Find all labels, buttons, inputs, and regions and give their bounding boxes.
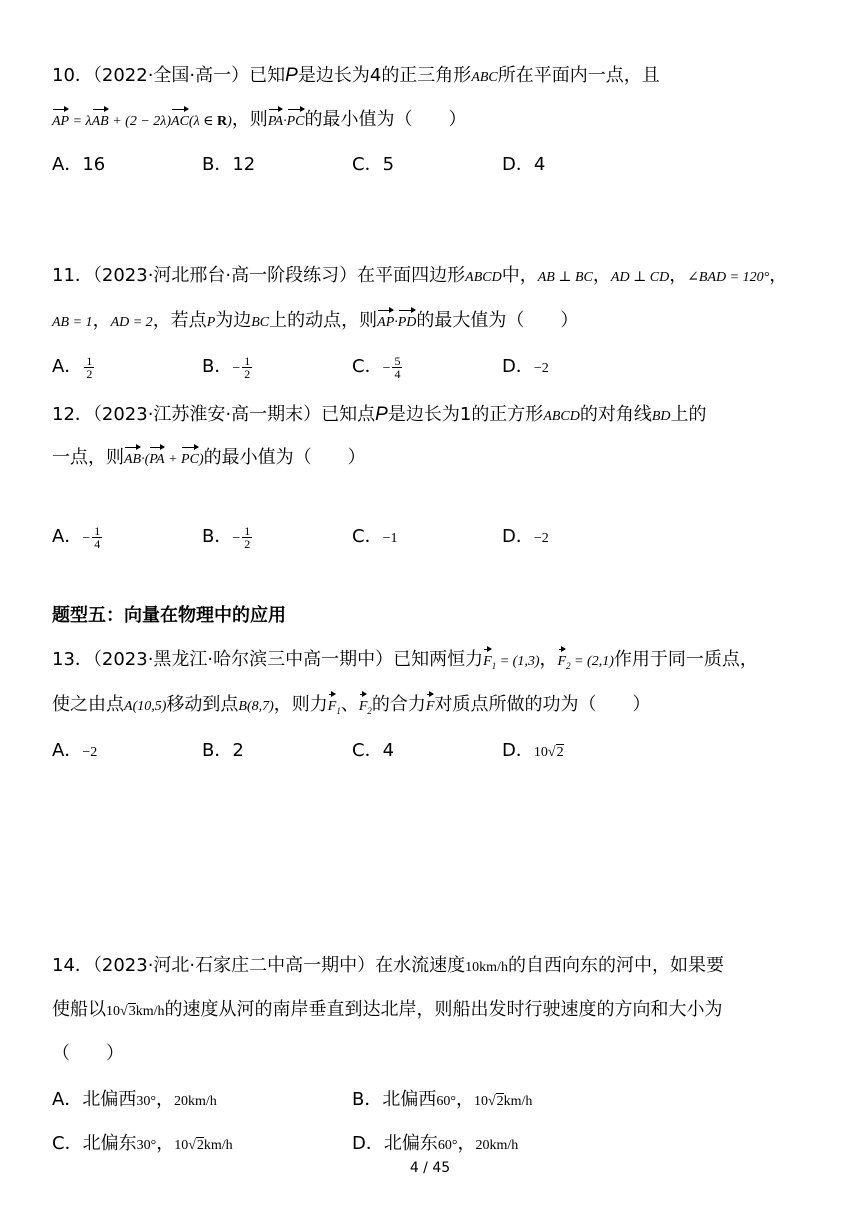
q10-text: 所在平面内一点，且 xyxy=(497,65,660,86)
q14-text: 的自西向东的河中，如果要 xyxy=(507,955,724,976)
q11-number: 11． xyxy=(52,265,93,286)
q11-text: ，若点 xyxy=(152,310,207,331)
q11-lengths: AB = 1 xyxy=(52,315,93,330)
q12-text: 的对角线 xyxy=(579,404,652,425)
q12-option-d[interactable]: D．−2 xyxy=(502,526,549,547)
q12-text: 是边长为 xyxy=(387,404,460,425)
q11-line2: AB = 1，AD = 2，若点P为边BC上的动点，则AP·PD的最大值为（ ） xyxy=(52,307,578,337)
q13-text: 使之由点 xyxy=(52,694,124,715)
q12-number: 12． xyxy=(52,404,93,425)
q13-text: 的合力 xyxy=(371,694,426,715)
q12-point-p: P xyxy=(375,404,388,425)
q13-option-b[interactable]: B．2 xyxy=(202,740,244,761)
q13-option-d[interactable]: D．10√2 xyxy=(502,740,564,761)
section-heading: 题型五：向量在物理中的应用 xyxy=(52,605,286,626)
q11-dot-product: AP·PD xyxy=(377,315,416,330)
q10-option-d[interactable]: D．4 xyxy=(502,154,546,175)
q10-text: 是边长为 xyxy=(297,65,370,86)
q13-f1-ref: $F_1$ xyxy=(328,699,341,714)
q13-f: F xyxy=(426,699,435,714)
q13-number: 13． xyxy=(52,649,93,670)
q11-conditions: AB ⊥ BC xyxy=(537,270,593,285)
q11-option-c[interactable]: C．− $\frac{5}{4}$ xyxy=(352,353,401,381)
q13-f1: $F_1 = (1,3)$ xyxy=(483,654,539,669)
q12-source: （2023·江苏淮安·高一期末） xyxy=(92,404,322,425)
q11-option-a[interactable]: A． $\frac{1}{2}$ xyxy=(52,353,93,381)
q11-source: （2023·河北邢台·高一阶段练习） xyxy=(92,265,358,286)
q10-side: 4 xyxy=(369,65,382,86)
q11-p: P xyxy=(206,315,216,330)
q10-triangle: ABC xyxy=(471,70,498,85)
q11-option-d[interactable]: D．−2 xyxy=(502,356,549,377)
q12-square: ABCD xyxy=(543,409,580,424)
q10-formula: AP = λAB + (2 − 2λ)AC(λ ∈ R) xyxy=(52,114,232,129)
q14-text: 使船以 xyxy=(52,999,106,1020)
q11-text: 上的动点，则 xyxy=(269,310,378,331)
q11-angle: ∠BAD = 120° xyxy=(687,270,770,285)
q14-source: （2023·河北·石家庄二中高一期中） xyxy=(92,955,376,976)
q13-option-c[interactable]: C．4 xyxy=(352,740,395,761)
q10-option-c[interactable]: C．5 xyxy=(352,154,395,175)
q11-text: 中， xyxy=(501,265,538,286)
q13-point-a: A(10,5) xyxy=(124,699,167,714)
q13-point-b: B(8,7) xyxy=(238,699,274,714)
q12-text: 的最小值为（ ） xyxy=(203,447,366,468)
q11-text: 在平面四边形 xyxy=(357,265,466,286)
q12-line2 xyxy=(52,444,366,474)
q12-text: 一点，则 xyxy=(52,447,124,468)
q13-text: 作用于同一质点， xyxy=(613,649,758,670)
q12-side: 1 xyxy=(459,404,472,425)
q12-text: 已知点 xyxy=(321,404,376,425)
q13-line2 xyxy=(52,691,650,725)
q10-text: ，则 xyxy=(231,109,268,130)
q13-text: 、 xyxy=(340,694,359,715)
q14-line1 xyxy=(52,952,724,982)
q10-line1 xyxy=(52,62,660,92)
q13-text: ，则力 xyxy=(273,694,328,715)
q14-option-a[interactable]: A．北偏西30°，20km/h xyxy=(52,1089,217,1110)
q11-lengths2: AD = 2 xyxy=(110,315,153,330)
q10-text: 已知 xyxy=(249,65,286,86)
q10-number: 10． xyxy=(52,65,93,86)
q10-source: （2022·全国·高一） xyxy=(92,65,250,86)
q14-option-b[interactable]: B．北偏西60°，10√2km/h xyxy=(352,1089,533,1110)
q14-option-c[interactable]: C．北偏东30°，10√2km/h xyxy=(52,1133,233,1154)
q14-option-d[interactable]: D．北偏东60°，20km/h xyxy=(352,1133,519,1154)
q12-text: 上的 xyxy=(670,404,707,425)
q12-option-b[interactable]: B．− $\frac{1}{2}$ xyxy=(202,523,251,551)
q10-line2 xyxy=(52,106,467,136)
q13-option-a[interactable]: A．−2 xyxy=(52,740,98,761)
q13-line1: 13．（2023·黑龙江·哈尔滨三中高一期中）已知两恒力$F_1 = (1,3)$，$F_2 = (2,1)$作用于同一质点， xyxy=(52,646,758,680)
q11-quad: ABCD xyxy=(465,270,502,285)
q12-expression: AB·(PA + PC) xyxy=(124,452,204,467)
page-number: 4 / 45 xyxy=(409,1160,451,1176)
q10-dot-product: PA·PC xyxy=(268,114,305,129)
q13-text: 对质点所做的功为（ ） xyxy=(434,694,651,715)
q14-speed: 10km/h xyxy=(465,960,508,975)
q11-option-b[interactable]: B．− $\frac{1}{2}$ xyxy=(202,353,251,381)
q14-text: 的速度从河的南岸垂直到达北岸，则船出发时行驶速度的方向和大小为 xyxy=(164,999,723,1020)
q13-f2-ref: $F_2$ xyxy=(359,699,372,714)
q11-text: 为边 xyxy=(215,310,252,331)
q12-bd: BD xyxy=(651,409,671,424)
q12-text: 的正方形 xyxy=(471,404,544,425)
q14-text: 在水流速度 xyxy=(375,955,466,976)
q11-bc: BC xyxy=(251,315,270,330)
q13-text: 移动到点 xyxy=(166,694,239,715)
q14-number: 14． xyxy=(52,955,93,976)
q12-line1 xyxy=(52,401,707,431)
q10-option-b[interactable]: B．12 xyxy=(202,154,256,175)
q14-line2 xyxy=(52,996,722,1026)
q13-f2: $F_2 = (2,1)$ xyxy=(558,654,614,669)
q12-option-c[interactable]: C．−1 xyxy=(352,526,398,547)
q10-text: 的正三角形 xyxy=(381,65,472,86)
q11-text: 的最大值为（ ） xyxy=(416,310,579,331)
q11-line1: 11．（2023·河北邢台·高一阶段练习）在平面四边形ABCD中，AB ⊥ BC，AD ⊥ CD，∠BAD = 120°， xyxy=(52,265,788,286)
q10-point-p: P xyxy=(285,65,298,86)
q14-line3: （ ） xyxy=(52,1043,124,1064)
q12-option-a[interactable]: A．− $\frac{1}{4}$ xyxy=(52,523,101,551)
q14-boat-speed: 10√3km/h xyxy=(106,1004,165,1019)
q13-source: （2023·黑龙江·哈尔滨三中高一期中） xyxy=(92,649,394,670)
q10-text: 的最小值为（ ） xyxy=(304,109,467,130)
q10-option-a[interactable]: A．16 xyxy=(52,154,106,175)
q11-condition: AD ⊥ CD xyxy=(610,270,670,285)
q13-text: 已知两恒力 xyxy=(393,649,484,670)
